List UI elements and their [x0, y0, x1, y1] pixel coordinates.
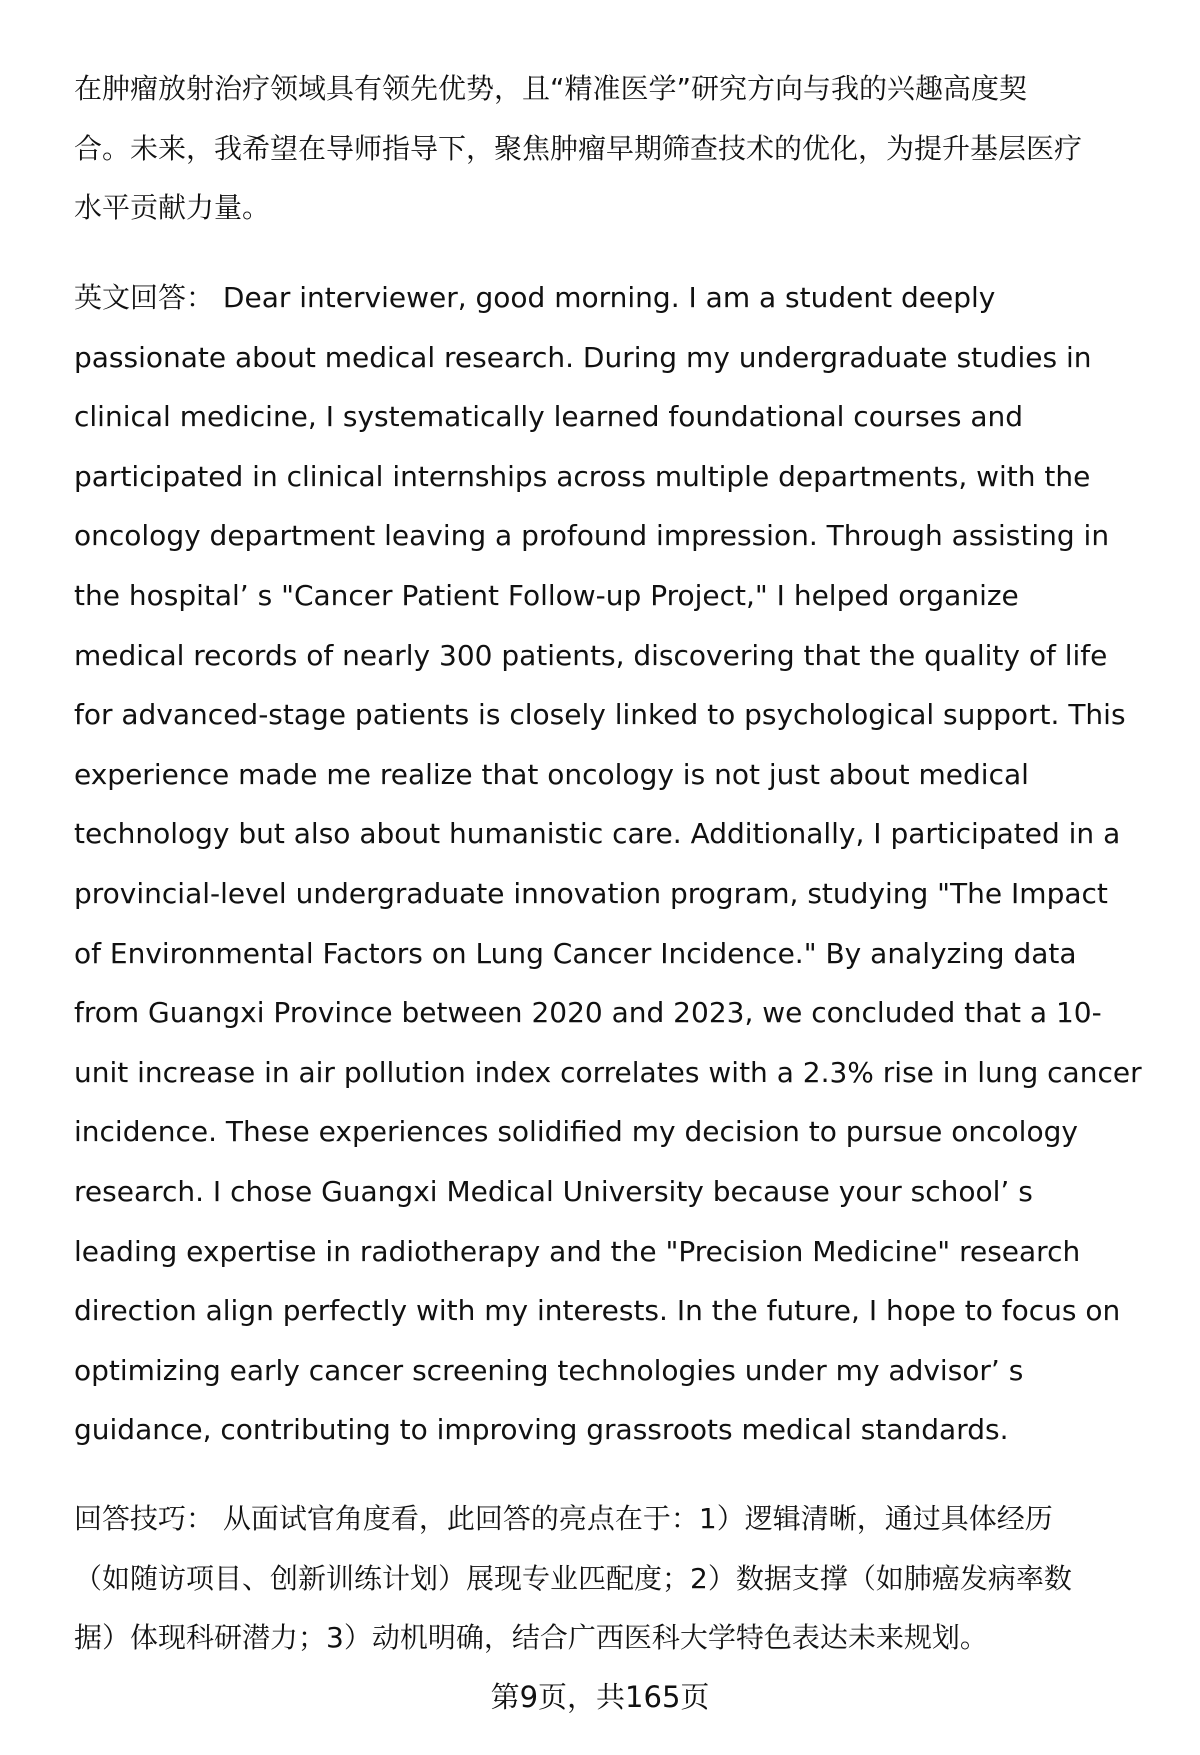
text-line: clinical medicine, I systematically learned foundational courses and — [74, 400, 1024, 434]
text-line: oncology department leaving a profound impression. Through assisting in — [74, 519, 1110, 553]
text-line: 据）体现科研潜力；3）动机明确，结合广西医科大学特色表达未来规划。 — [74, 1621, 988, 1655]
text-line: from Guangxi Province between 2020 and 2023, we concluded that a 10- — [74, 996, 1102, 1030]
text-line: for advanced-stage patients is closely linked to psychological support. This — [74, 698, 1126, 732]
text-line: direction align perfectly with my interests. In the future, I hope to focus on — [74, 1294, 1121, 1328]
text-line: passionate about medical research. During my undergraduate studies in — [74, 340, 1092, 374]
text-line: technology but also about humanistic care. Additionally, I participated in a — [74, 817, 1121, 851]
english-answer-paragraph — [74, 268, 1154, 1460]
text-line: 在肿瘤放射治疗领域具有领先优势，且“精准医学”研究方向与我的兴趣高度契 — [74, 72, 1028, 105]
text-line: provincial-level undergraduate innovation program, studying "The Impact — [74, 876, 1108, 910]
text-line: leading expertise in radiotherapy and the "Precision Medicine" research — [74, 1234, 1081, 1268]
chinese-answer-continuation — [74, 59, 1154, 238]
text-line: 水平贡献力量。 — [74, 191, 271, 225]
text-line: 回答技巧： 从面试官角度看，此回答的亮点在于：1）逻辑清晰，通过具体经历 — [74, 1502, 1053, 1535]
text-line: guidance, contributing to improving grassroots medical standards. — [74, 1413, 1009, 1447]
text-line: 合。未来，我希望在导师指导下，聚焦肿瘤早期筛查技术的优化，为提升基层医疗 — [74, 131, 1083, 165]
text-line: of Environmental Factors on Lung Cancer Incidence." By analyzing data — [74, 936, 1077, 970]
page-number-footer: 第9页，共165页 — [490, 1680, 710, 1714]
text-line: unit increase in air pollution index correlates with a 2.3% rise in lung cancer — [74, 1055, 1142, 1089]
answer-tips-paragraph — [74, 1489, 1154, 1668]
text-line: the hospital’ s "Cancer Patient Follow-up Project," I helped organize — [74, 578, 1019, 612]
text-line: research. I chose Guangxi Medical University because your school’ s — [74, 1174, 1033, 1208]
text-line: （如随访项目、创新训练计划）展现专业匹配度；2）数据支撑（如肺癌发病率数 — [74, 1561, 1072, 1595]
text-line: optimizing early cancer screening technologies under my advisor’ s — [74, 1353, 1024, 1387]
text-line: medical records of nearly 300 patients, discovering that the quality of life — [74, 638, 1108, 672]
text-line: experience made me realize that oncology is not just about medical — [74, 757, 1029, 791]
text-line: 英文回答： Dear interviewer, good morning. I am a student deeply — [74, 281, 996, 314]
text-line: incidence. These experiences solidified my decision to pursue oncology — [74, 1115, 1078, 1149]
text-line: participated in clinical internships across multiple departments, with the — [74, 459, 1091, 493]
